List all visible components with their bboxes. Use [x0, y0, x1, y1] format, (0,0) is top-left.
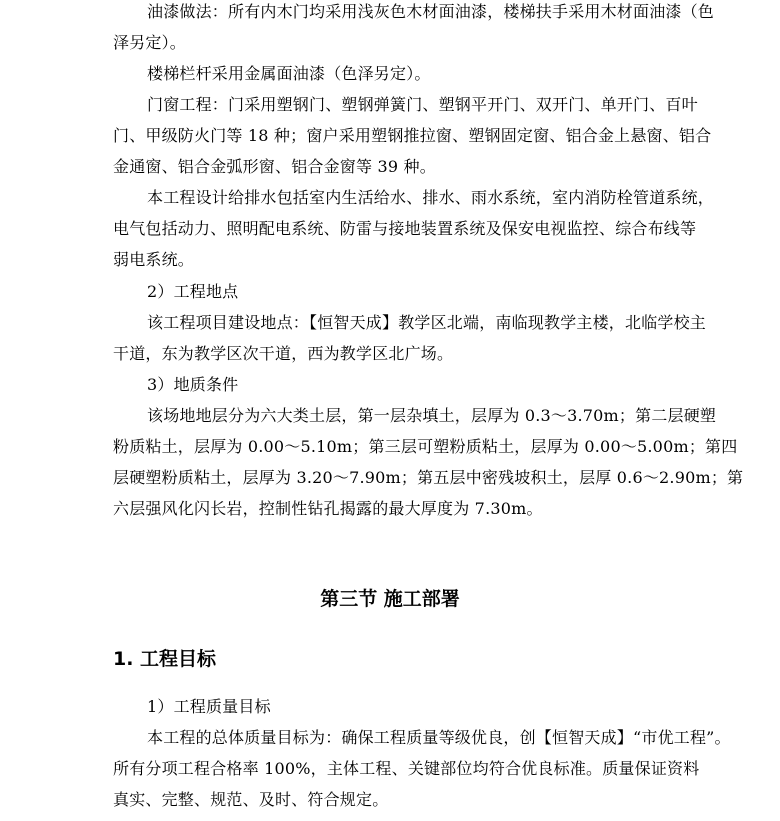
railing-paragraph: 楼梯栏杆采用金属面油漆（色泽另定）。	[147, 64, 431, 83]
geology-paragraph-line-2: 粉质粘土，层厚为 0.00～5.10m；第三层可塑粉质粘土，层厚为 0.00～5.00m；第四	[113, 437, 738, 456]
location-paragraph-line-2: 干道，东为教学区次干道，西为教学区北广场。	[113, 344, 454, 363]
quality-paragraph-line-1: 本工程的总体质量目标为：确保工程质量等级优良，创【恒智天成】“市优工程”。	[147, 728, 731, 747]
quality-heading: 1）工程质量目标	[147, 697, 271, 716]
paint-paragraph-line-1: 油漆做法：所有内木门均采用浅灰色木材面油漆，楼梯扶手采用木材面油漆（色	[147, 2, 715, 21]
geology-paragraph-line-1: 该场地地层分为六大类土层，第一层杂填土，层厚为 0.3～3.70m；第二层硬塑	[147, 406, 717, 425]
geology-paragraph-line-4: 六层强风化闪长岩，控制性钻孔揭露的最大厚度为 7.30m。	[113, 499, 543, 518]
geology-heading: 3）地质条件	[147, 375, 239, 394]
doors-paragraph-line-3: 金通窗、铝合金弧形窗、铝合金窗等 39 种。	[113, 157, 436, 176]
quality-paragraph-line-2: 所有分项工程合格率 100%，主体工程、关键部位均符合优良标准。质量保证资料	[113, 759, 700, 778]
geology-paragraph-line-3: 层硬塑粉质粘土，层厚为 3.20～7.90m；第五层中密残坡积土，层厚 0.6～2.90m；第	[113, 468, 744, 487]
goal-heading: 1. 工程目标	[113, 648, 217, 670]
mep-paragraph-line-1: 本工程设计给排水包括室内生活给水、排水、雨水系统，室内消防栓管道系统，	[147, 188, 715, 207]
doors-paragraph-line-1: 门窗工程：门采用塑钢门、塑钢弹簧门、塑钢平开门、双开门、单开门、百叶	[147, 95, 698, 114]
doors-paragraph-line-2: 门、甲级防火门等 18 种；窗户采用塑钢推拉窗、塑钢固定窗、铝合金上悬窗、铝合	[113, 126, 712, 145]
location-paragraph-line-1: 该工程项目建设地点：【恒智天成】教学区北端，南临现教学主楼，北临学校主	[147, 313, 707, 332]
quality-paragraph-line-3: 真实、完整、规范、及时、符合规定。	[113, 790, 389, 809]
paint-paragraph-line-2: 泽另定）。	[113, 33, 187, 52]
mep-paragraph-line-2: 电气包括动力、照明配电系统、防雷与接地装置系统及保安电视监控、综合布线等	[113, 219, 697, 238]
mep-paragraph-line-3: 弱电系统。	[113, 250, 195, 269]
section-title: 第三节 施工部署	[320, 588, 460, 610]
location-heading: 2）工程地点	[147, 282, 239, 301]
